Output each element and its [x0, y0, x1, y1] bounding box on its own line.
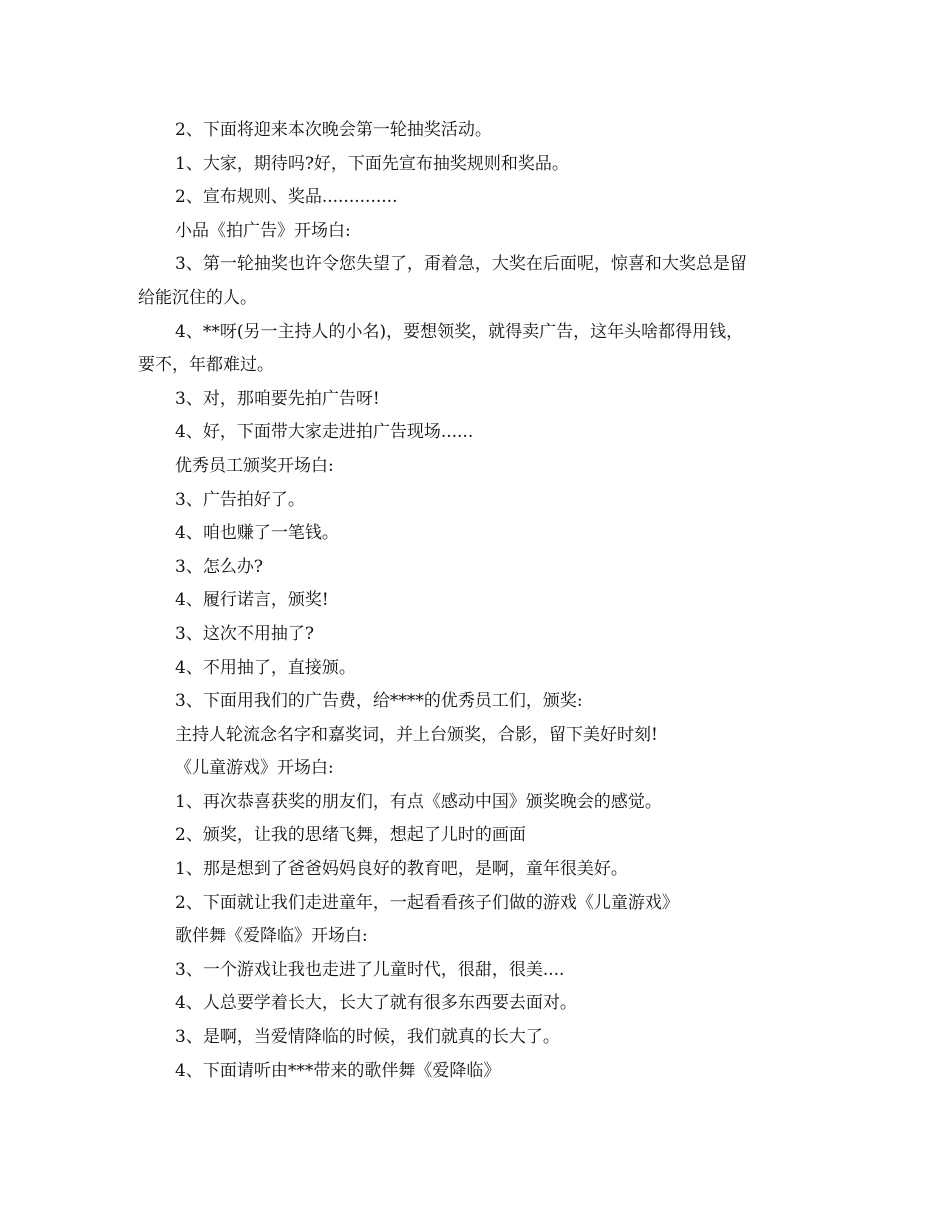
- text-line: 1、大家，期待吗?好，下面先宣布抽奖规则和奖品。: [175, 153, 569, 174]
- paragraph: [138, 248, 818, 315]
- section-heading: 《儿童游戏》开场白:: [175, 758, 334, 779]
- text-line: 2、下面就让我们走进童年，一起看看孩子们做的游戏《儿童游戏》: [175, 892, 679, 913]
- text-line: 2、颁奖，让我的思绪飞舞，想起了儿时的画面: [175, 825, 526, 846]
- text-line: 4、咱也赚了一笔钱。: [175, 523, 339, 544]
- section-heading: 歌伴舞《爱降临》开场白:: [175, 926, 368, 947]
- document-body: [138, 114, 818, 1088]
- text-line: 1、再次恭喜获奖的朋友们，有点《感动中国》颁奖晚会的感觉。: [175, 791, 662, 812]
- text-line: 3、怎么办?: [175, 556, 263, 577]
- text-line: 3、广告拍好了。: [175, 489, 305, 510]
- text-line: 4、履行诺言，颁奖!: [175, 590, 329, 611]
- text-line: 2、下面将迎来本次晚会第一轮抽奖活动。: [175, 120, 492, 140]
- text-line: 4、下面请听由***带来的歌伴舞《爱降临》: [175, 1060, 501, 1081]
- paragraph-continuation: 给能沉住的人。: [138, 287, 257, 308]
- text-line: 4、好，下面带大家走进拍广告现场......: [175, 422, 474, 443]
- text-line: 2、宣布规则、奖品..............: [175, 187, 398, 208]
- text-line: 3、下面用我们的广告费，给****的优秀员工们，颁奖:: [175, 691, 583, 712]
- text-line: 4、不用抽了，直接颁。: [175, 657, 356, 678]
- paragraph-continuation: 要不，年都难过。: [138, 355, 274, 376]
- text-line: 3、对，那咱要先拍广告呀!: [175, 388, 380, 409]
- section-heading: 优秀员工颁奖开场白:: [175, 455, 334, 476]
- section-heading: 小品《拍广告》开场白:: [175, 220, 351, 241]
- text-line: 3、这次不用抽了?: [175, 623, 314, 644]
- paragraph: [138, 316, 818, 383]
- text-line: 3、一个游戏让我也走进了儿童时代，很甜，很美....: [175, 959, 565, 980]
- text-line: 4、人总要学着长大，长大了就有很多东西要去面对。: [175, 993, 577, 1014]
- paragraph-first-line: 3、第一轮抽奖也许令您失望了，甭着急，大奖在后面呢，惊喜和大奖总是留: [175, 254, 747, 275]
- text-line: 主持人轮流念名字和嘉奖词，并上台颁奖，合影，留下美好时刻!: [175, 724, 658, 745]
- paragraph-first-line: 4、**呀(另一主持人的小名)，要想领奖，就得卖广告，这年头啥都得用钱，: [175, 321, 744, 342]
- text-line: 1、那是想到了爸爸妈妈良好的教育吧，是啊，童年很美好。: [175, 859, 628, 880]
- text-line: 3、是啊，当爱情降临的时候，我们就真的长大了。: [175, 1027, 560, 1048]
